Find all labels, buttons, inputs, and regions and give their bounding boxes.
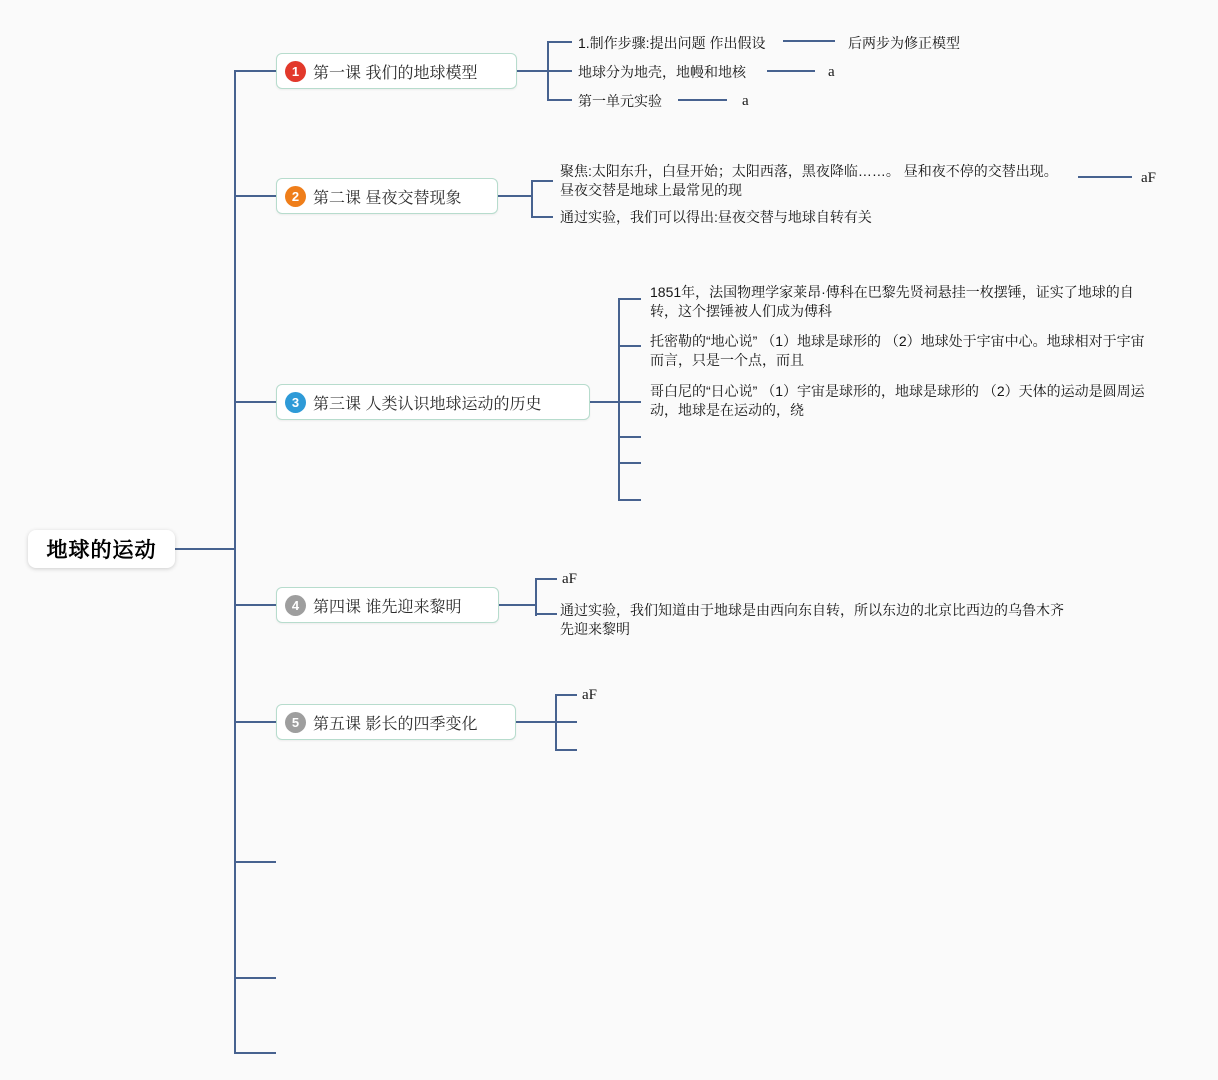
b1-child-2-text[interactable]: 地球分为地壳，地幔和地核 [578, 64, 746, 80]
b3-child-1-text[interactable]: 1851年，法国物理学家莱昂·傅科在巴黎先贤祠悬挂一枚摆锤，证实了地球的自转，这个摆锤被人们成为傅科 [650, 284, 1134, 319]
b2-sub-1-text[interactable]: aF [1141, 170, 1156, 186]
connector-b5-vertical [555, 694, 557, 751]
root-node[interactable] [28, 530, 175, 568]
topic-label-4: 第四课 谁先迎来黎明 [313, 598, 462, 616]
b3-child-2-text[interactable]: 托密勒的“地心说” （1）地球是球形的 （2）地球处于宇宙中心。地球相对于宇宙而言，只是一个点，而且 [650, 333, 1145, 368]
b5-child-1-text[interactable]: aF [582, 687, 597, 703]
b2-child-1-text[interactable]: 聚焦:太阳东升，白昼开始；太阳西落，黑夜降临……。 昼和夜不停的交替出现。昼夜交替是地球上最常见的现 [560, 163, 1058, 198]
b2-child-2-text[interactable]: 通过实验，我们可以得出:昼夜交替与地球自转有关 [560, 209, 872, 225]
connector-branch-4 [234, 604, 276, 606]
badge-3-icon: 3 [285, 392, 306, 413]
connector-empty-branch-3 [234, 1052, 276, 1054]
connector-b2-child-1 [531, 180, 553, 182]
connector-b2-sub-1 [1078, 176, 1132, 178]
b1-sub-2-text[interactable]: a [828, 64, 835, 80]
connector-b3-vertical [618, 298, 620, 501]
badge-4-icon: 4 [285, 595, 306, 616]
connector-b1-sub-2 [767, 70, 815, 72]
connector-branch-5 [234, 721, 276, 723]
badge-1-icon: 1 [285, 61, 306, 82]
connector-b3-child-2 [618, 345, 641, 347]
b1-child-1-text[interactable]: 1.制作步骤:提出问题 作出假设 [578, 35, 766, 51]
b1-sub-1-text[interactable]: 后两步为修正模型 [848, 35, 960, 51]
badge-2-icon: 2 [285, 186, 306, 207]
topic-node-lesson-2[interactable] [276, 178, 498, 214]
connector-b1-vertical [547, 41, 549, 101]
b4-child-2-text[interactable]: 通过实验，我们知道由于地球是由西向东自转，所以东边的北京比西边的乌鲁木齐先迎来黎明 [560, 602, 1064, 637]
connector-b3-empty-3 [618, 499, 641, 501]
topic-label-2: 第二课 昼夜交替现象 [313, 189, 462, 207]
b1-sub-3-text[interactable]: a [742, 93, 749, 109]
connector-b2-parent [498, 195, 533, 197]
connector-b4-child-2 [535, 613, 557, 615]
connector-b5-child-1 [555, 694, 577, 696]
connector-b4-child-1 [535, 578, 557, 580]
b3-child-3-text[interactable]: 哥白尼的“日心说” （1）宇宙是球形的，地球是球形的 （2）天体的运动是圆周运动，地球是在运动的，绕 [650, 383, 1145, 418]
topic-label-1: 第一课 我们的地球模型 [313, 64, 478, 82]
topic-node-lesson-1[interactable] [276, 53, 517, 89]
topic-node-lesson-4[interactable] [276, 587, 499, 623]
b1-child-3-text[interactable]: 第一单元实验 [578, 93, 662, 109]
topic-label-3: 第三课 人类认识地球运动的历史 [313, 395, 542, 413]
connector-b5-empty-1 [555, 749, 577, 751]
connector-b5-parent [516, 721, 577, 723]
topic-node-lesson-3[interactable] [276, 384, 590, 420]
connector-empty-branch-1 [234, 861, 276, 863]
connector-empty-branch-2 [234, 977, 276, 979]
connector-b3-empty-2 [618, 462, 641, 464]
root-label: 地球的运动 [46, 539, 157, 562]
connector-branch-2 [234, 195, 276, 197]
connector-b1-sub-3 [678, 99, 727, 101]
connector-b3-empty-1 [618, 436, 641, 438]
connector-b2-vertical [531, 180, 533, 218]
b4-child-1-text[interactable]: aF [562, 571, 577, 587]
connector-b2-child-2 [531, 216, 553, 218]
topic-node-lesson-5[interactable] [276, 704, 516, 740]
connector-b3-parent [590, 401, 641, 403]
connector-b3-child-1 [618, 298, 641, 300]
connector-b1-child-1 [547, 41, 572, 43]
connector-b4-parent [499, 604, 537, 606]
topic-label-5: 第五课 影长的四季变化 [313, 715, 478, 733]
connector-b1-child-3 [547, 99, 572, 101]
connector-root-trunk [175, 548, 235, 550]
trunk-line [234, 70, 236, 1054]
connector-branch-1 [234, 70, 276, 72]
connector-b4-vertical [535, 578, 537, 616]
badge-5-icon: 5 [285, 712, 306, 733]
connector-b1-parent [517, 70, 572, 72]
connector-branch-3 [234, 401, 276, 403]
connector-b1-sub-1 [783, 40, 835, 42]
